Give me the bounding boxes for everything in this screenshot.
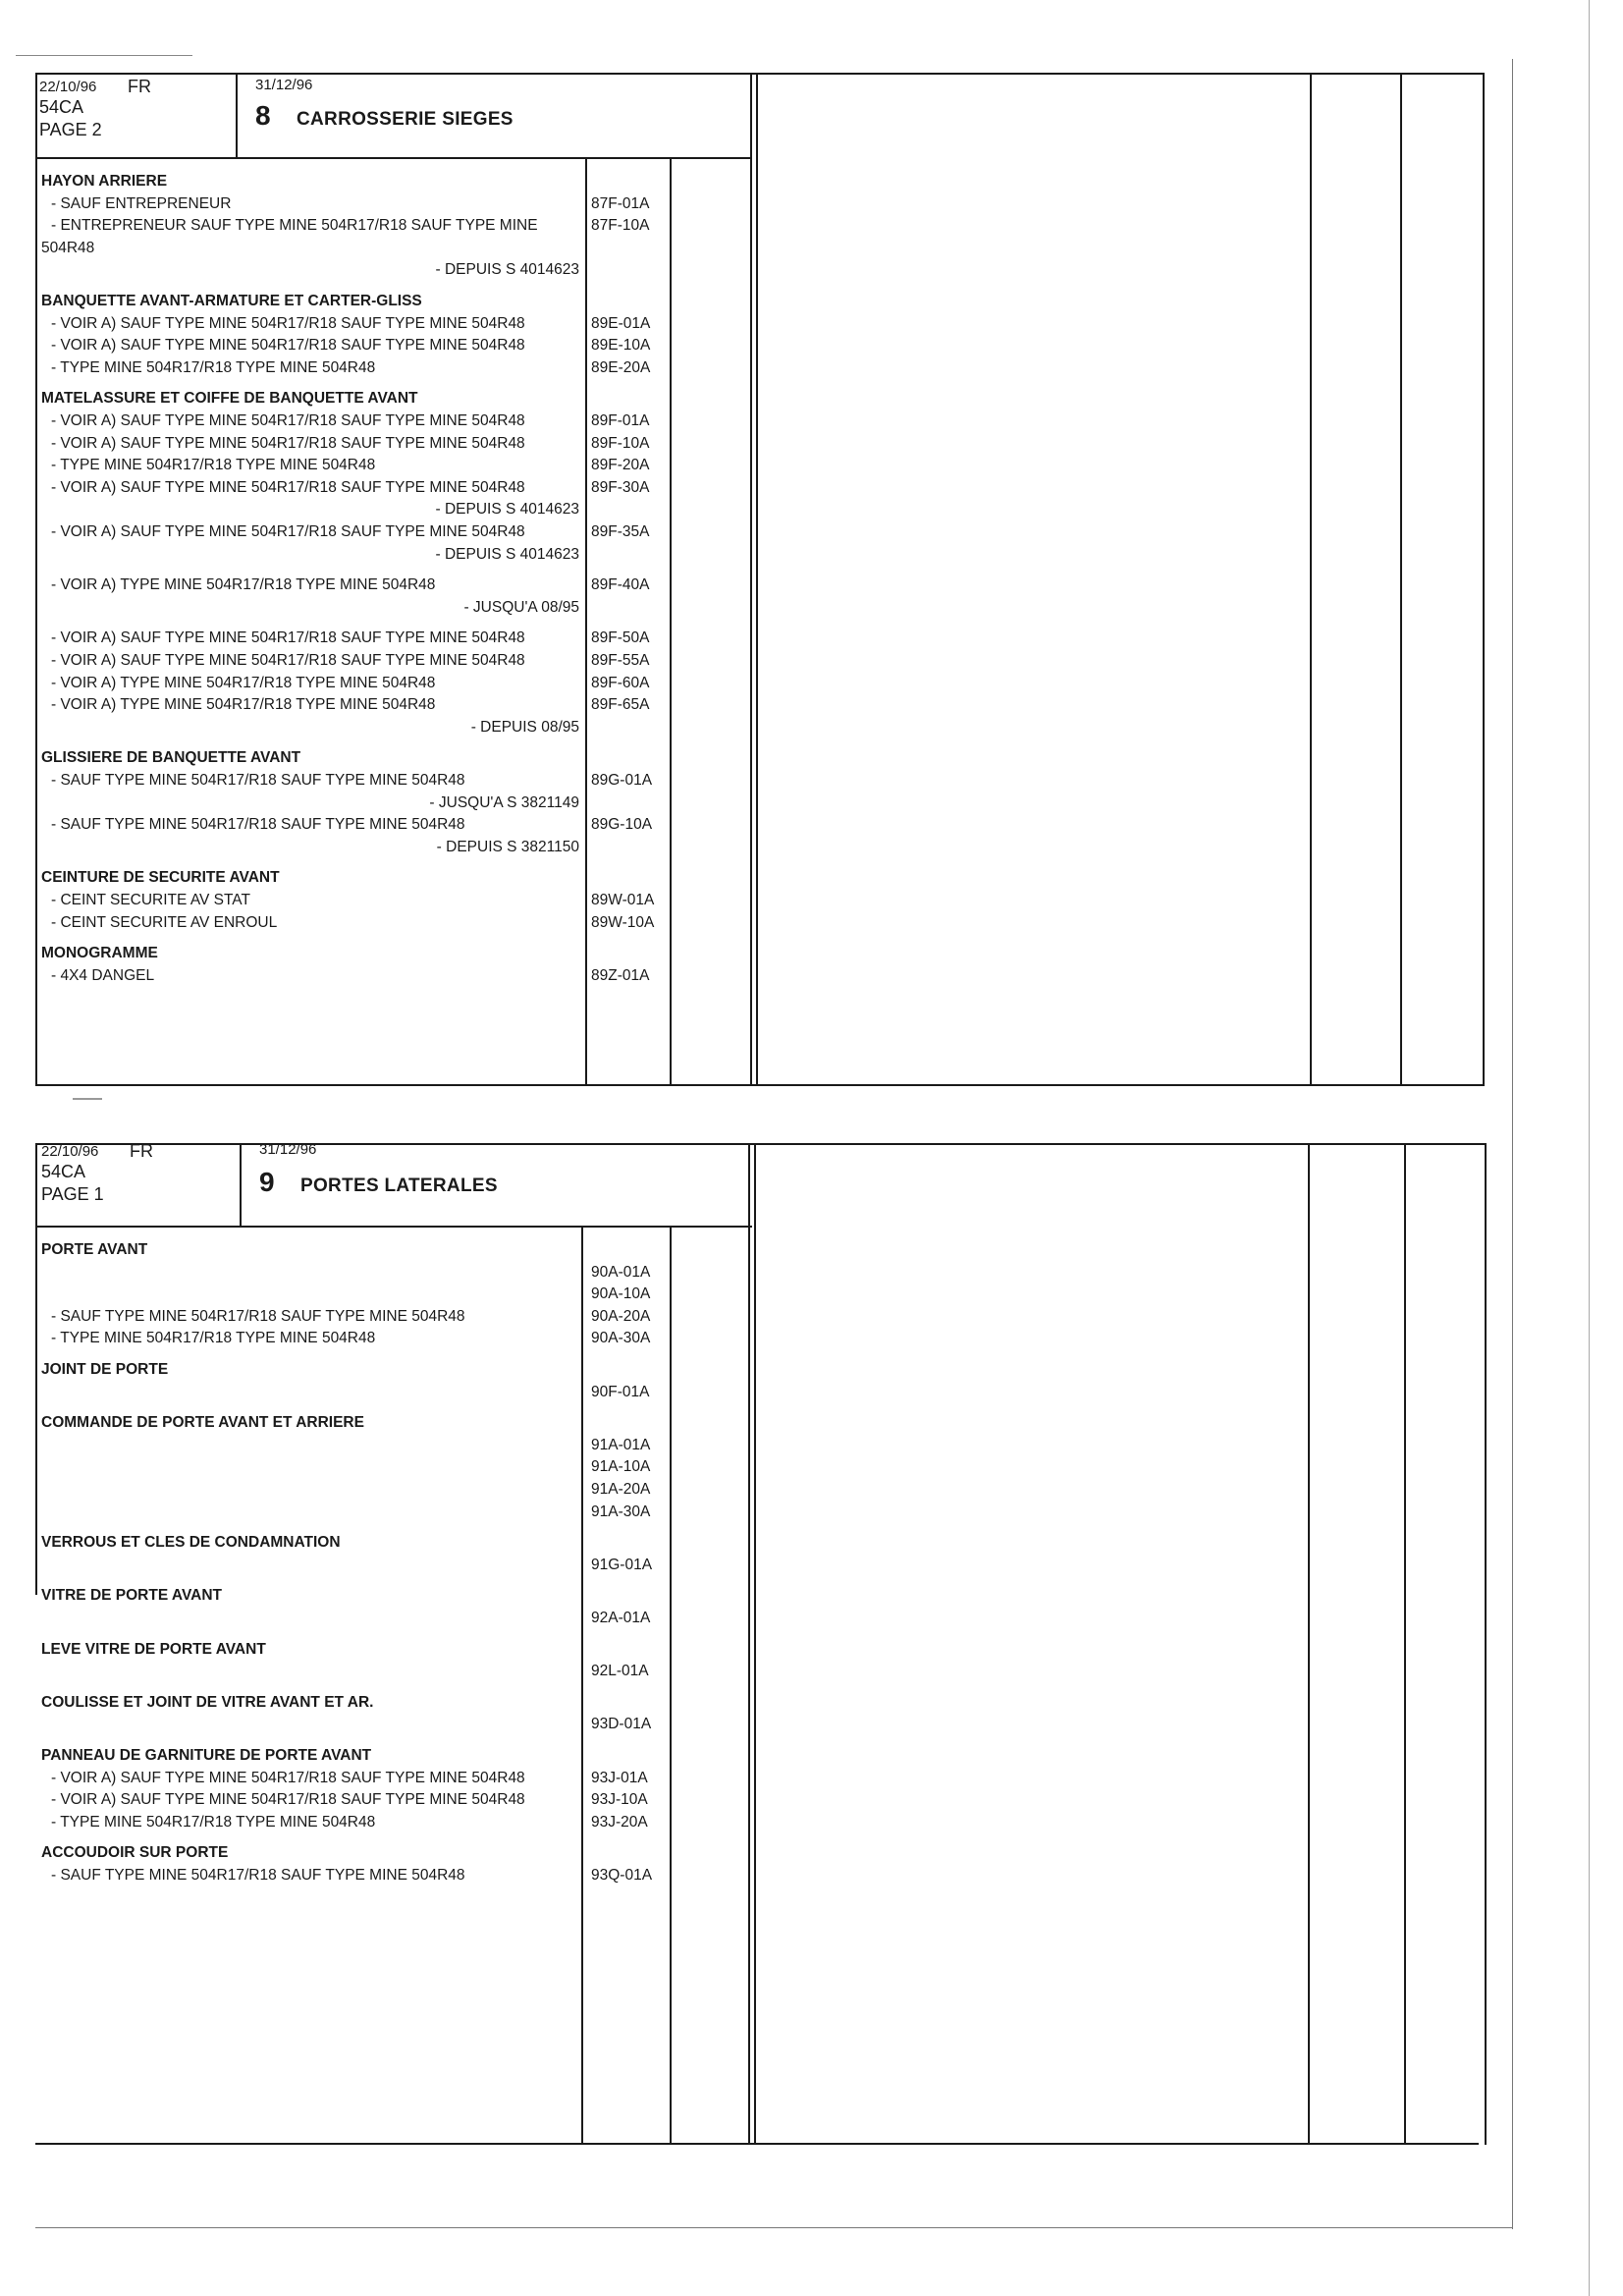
part-description: - VOIR A) SAUF TYPE MINE 504R17/R18 SAUF TYPE MINE 504R48 (51, 629, 525, 646)
part-row (41, 479, 1623, 501)
group-heading: MONOGRAMME (41, 945, 158, 961)
part-description: - SAUF TYPE MINE 504R17/R18 SAUF TYPE MINE 504R48 (51, 772, 465, 789)
part-row (41, 696, 1623, 718)
part-code: 90A-30A (591, 1330, 651, 1346)
condition-note-row (41, 719, 1623, 740)
group-heading: COMMANDE DE PORTE AVANT ET ARRIERE (41, 1414, 364, 1431)
part-code: 90A-01A (591, 1264, 651, 1281)
part-code: 89E-01A (591, 315, 651, 332)
part-code: 91A-30A (591, 1503, 651, 1520)
part-row (41, 1264, 1623, 1285)
frame-top (35, 73, 1485, 75)
condition-note-row (41, 839, 1623, 860)
header-page: PAGE 2 (39, 120, 102, 139)
group-heading-row (41, 1747, 1623, 1769)
part-code: 89W-10A (591, 914, 655, 931)
scan-edge-mark (16, 55, 192, 56)
part-description: - VOIR A) TYPE MINE 504R17/R18 TYPE MINE 504R48 (51, 576, 436, 593)
part-row (41, 1384, 1623, 1405)
frame-top (35, 1143, 1487, 1145)
part-row (41, 315, 1623, 337)
part-description: - VOIR A) TYPE MINE 504R17/R18 TYPE MINE 504R48 (51, 675, 436, 691)
header-date-2: 31/12/96 (255, 77, 313, 93)
condition-note-row (41, 261, 1623, 283)
header-model: 54CA (39, 97, 84, 117)
group-heading: COULISSE ET JOINT DE VITRE AVANT ET AR. (41, 1694, 374, 1711)
header-page: PAGE 1 (41, 1184, 104, 1204)
part-description: - 4X4 DANGEL (51, 967, 155, 984)
group-heading-row (41, 869, 1623, 891)
part-code: 89F-30A (591, 479, 650, 496)
part-description: - SAUF TYPE MINE 504R17/R18 SAUF TYPE MINE 504R48 (51, 1308, 465, 1325)
part-row (41, 1814, 1623, 1835)
scan-edge-mark (35, 2227, 1513, 2228)
part-code: 90A-10A (591, 1285, 651, 1302)
group-heading: MATELASSURE ET COIFFE DE BANQUETTE AVANT (41, 390, 418, 407)
header-date: 22/10/96 (41, 1143, 99, 1160)
part-code: 93D-01A (591, 1716, 652, 1732)
header-bottom (35, 157, 752, 159)
part-description: - TYPE MINE 504R17/R18 TYPE MINE 504R48 (51, 1814, 376, 1831)
part-row (41, 967, 1623, 989)
section-title: CARROSSERIE SIEGES (297, 109, 514, 130)
part-description: - VOIR A) TYPE MINE 504R17/R18 TYPE MINE 504R48 (51, 696, 436, 713)
part-row (41, 675, 1623, 696)
frame-bottom (35, 2143, 1479, 2145)
part-row (41, 457, 1623, 478)
group-heading-row (41, 1361, 1623, 1383)
part-code: 91A-01A (591, 1437, 651, 1453)
part-row (41, 892, 1623, 913)
group-heading: LEVE VITRE DE PORTE AVANT (41, 1641, 266, 1658)
group-heading-row (41, 749, 1623, 771)
part-code: 93J-20A (591, 1814, 648, 1831)
condition-note-row (41, 599, 1623, 621)
group-heading-row (41, 1414, 1623, 1436)
part-description: - CEINT SECURITE AV STAT (51, 892, 250, 908)
part-code: 91A-20A (591, 1481, 651, 1498)
part-code: 87F-10A (591, 217, 650, 234)
part-row (41, 1791, 1623, 1813)
part-description: - VOIR A) SAUF TYPE MINE 504R17/R18 SAUF TYPE MINE 504R48 (51, 652, 525, 669)
condition-note: - DEPUIS 08/95 (470, 719, 579, 736)
group-heading-row (41, 1694, 1623, 1716)
part-row (41, 1503, 1623, 1525)
group-heading: VITRE DE PORTE AVANT (41, 1587, 223, 1604)
part-row (41, 1481, 1623, 1503)
frame-left (35, 1143, 37, 1595)
frame-bottom (35, 1084, 1485, 1086)
part-code: 92L-01A (591, 1663, 649, 1679)
header-divider (240, 1143, 242, 1228)
part-code: 91G-01A (591, 1557, 653, 1573)
part-code: 89F-01A (591, 412, 650, 429)
part-row (41, 914, 1623, 936)
part-code: 89F-35A (591, 523, 650, 540)
scan-speck (73, 1098, 102, 1100)
part-description: - VOIR A) SAUF TYPE MINE 504R17/R18 SAUF TYPE MINE 504R48 (51, 315, 525, 332)
condition-note-row (41, 501, 1623, 522)
part-code: 90F-01A (591, 1384, 650, 1400)
part-row (41, 217, 1623, 239)
part-description: - TYPE MINE 504R17/R18 TYPE MINE 504R48 (51, 1330, 376, 1346)
scan-edge-mark (1512, 59, 1513, 2229)
condition-note: - DEPUIS S 3821150 (436, 839, 579, 855)
part-row (41, 337, 1623, 358)
part-code: 92A-01A (591, 1610, 651, 1626)
part-row (41, 772, 1623, 793)
part-description: 504R48 (41, 240, 95, 256)
part-code: 93Q-01A (591, 1867, 653, 1884)
condition-note: - DEPUIS S 4014623 (435, 546, 579, 563)
condition-note: - DEPUIS S 4014623 (435, 261, 579, 278)
part-row (41, 1458, 1623, 1480)
part-code: 87F-01A (591, 195, 650, 212)
part-row (41, 1716, 1623, 1737)
part-description: - SAUF TYPE MINE 504R17/R18 SAUF TYPE MINE 504R48 (51, 1867, 465, 1884)
part-description: - CEINT SECURITE AV ENROUL (51, 914, 278, 931)
part-code: 91A-10A (591, 1458, 651, 1475)
header-lang: FR (128, 77, 151, 96)
part-row (41, 435, 1623, 457)
part-code: 89F-20A (591, 457, 650, 473)
part-row (41, 1557, 1623, 1578)
condition-note: - DEPUIS S 4014623 (435, 501, 579, 518)
group-heading: CEINTURE DE SECURITE AVANT (41, 869, 280, 886)
part-row (41, 359, 1623, 381)
part-code: 93J-01A (591, 1770, 648, 1786)
part-code: 89E-20A (591, 359, 651, 376)
part-code: 93J-10A (591, 1791, 648, 1808)
part-row (41, 652, 1623, 674)
group-heading: HAYON ARRIERE (41, 173, 168, 190)
group-heading: BANQUETTE AVANT-ARMATURE ET CARTER-GLISS (41, 293, 422, 309)
part-code: 89F-60A (591, 675, 650, 691)
part-description: - VOIR A) SAUF TYPE MINE 504R17/R18 SAUF TYPE MINE 504R48 (51, 1791, 525, 1808)
group-heading-row (41, 945, 1623, 966)
condition-note: - JUSQU'A S 3821149 (429, 794, 579, 811)
part-row (41, 1308, 1623, 1330)
condition-note-row (41, 794, 1623, 816)
group-heading: VERROUS ET CLES DE CONDAMNATION (41, 1534, 341, 1551)
part-code: 89F-55A (591, 652, 650, 669)
section-number: 9 (259, 1167, 275, 1197)
part-row (41, 195, 1623, 217)
part-code: 89G-10A (591, 816, 653, 833)
part-code: 89F-10A (591, 435, 650, 452)
group-heading-row (41, 1844, 1623, 1866)
part-description: - VOIR A) SAUF TYPE MINE 504R17/R18 SAUF TYPE MINE 504R48 (51, 1770, 525, 1786)
part-row (41, 629, 1623, 651)
part-code: 89F-40A (591, 576, 650, 593)
group-heading: ACCOUDOIR SUR PORTE (41, 1844, 229, 1861)
group-heading: JOINT DE PORTE (41, 1361, 169, 1378)
part-description: - SAUF TYPE MINE 504R17/R18 SAUF TYPE MINE 504R48 (51, 816, 465, 833)
group-heading-row (41, 390, 1623, 411)
part-row (41, 1867, 1623, 1888)
group-heading: PORTE AVANT (41, 1241, 148, 1258)
part-row (41, 1610, 1623, 1631)
part-code: 90A-20A (591, 1308, 651, 1325)
header-lang: FR (130, 1141, 153, 1161)
header-date: 22/10/96 (39, 79, 97, 95)
section-title: PORTES LATERALES (300, 1175, 498, 1196)
part-description: - VOIR A) SAUF TYPE MINE 504R17/R18 SAUF TYPE MINE 504R48 (51, 412, 525, 429)
part-code: 89G-01A (591, 772, 653, 789)
part-description: - VOIR A) SAUF TYPE MINE 504R17/R18 SAUF TYPE MINE 504R48 (51, 479, 525, 496)
frame-left (35, 73, 37, 1086)
group-heading-row (41, 1641, 1623, 1663)
part-code: 89W-01A (591, 892, 655, 908)
part-row (41, 1330, 1623, 1351)
group-heading-row (41, 173, 1623, 194)
part-description: - TYPE MINE 504R17/R18 TYPE MINE 504R48 (51, 457, 376, 473)
part-code: 89Z-01A (591, 967, 650, 984)
part-description: - ENTREPRENEUR SAUF TYPE MINE 504R17/R18 SAUF TYPE MINE (51, 217, 538, 234)
group-heading: GLISSIERE DE BANQUETTE AVANT (41, 749, 301, 766)
group-heading-row (41, 1534, 1623, 1556)
condition-note-row (41, 546, 1623, 568)
section-number: 8 (255, 100, 271, 131)
part-code: 89F-50A (591, 629, 650, 646)
part-description: - VOIR A) SAUF TYPE MINE 504R17/R18 SAUF TYPE MINE 504R48 (51, 523, 525, 540)
group-heading-row (41, 1587, 1623, 1609)
part-row (41, 816, 1623, 838)
header-bottom (35, 1226, 752, 1228)
part-row (41, 1437, 1623, 1458)
header-date-2: 31/12/96 (259, 1141, 317, 1158)
part-code: 89E-10A (591, 337, 651, 354)
part-description: - VOIR A) SAUF TYPE MINE 504R17/R18 SAUF TYPE MINE 504R48 (51, 435, 525, 452)
part-row (41, 576, 1623, 598)
part-row (41, 240, 1623, 261)
header-model: 54CA (41, 1162, 86, 1181)
part-row (41, 1770, 1623, 1791)
part-description: - SAUF ENTREPRENEUR (51, 195, 232, 212)
part-code: 89F-65A (591, 696, 650, 713)
part-row (41, 412, 1623, 434)
group-heading: PANNEAU DE GARNITURE DE PORTE AVANT (41, 1747, 372, 1764)
part-row (41, 1663, 1623, 1684)
part-description: - TYPE MINE 504R17/R18 TYPE MINE 504R48 (51, 359, 376, 376)
condition-note: - JUSQU'A 08/95 (463, 599, 579, 616)
group-heading-row (41, 1241, 1623, 1263)
part-row (41, 1285, 1623, 1307)
group-heading-row (41, 293, 1623, 314)
part-row (41, 523, 1623, 545)
part-description: - VOIR A) SAUF TYPE MINE 504R17/R18 SAUF TYPE MINE 504R48 (51, 337, 525, 354)
header-divider (236, 73, 238, 159)
